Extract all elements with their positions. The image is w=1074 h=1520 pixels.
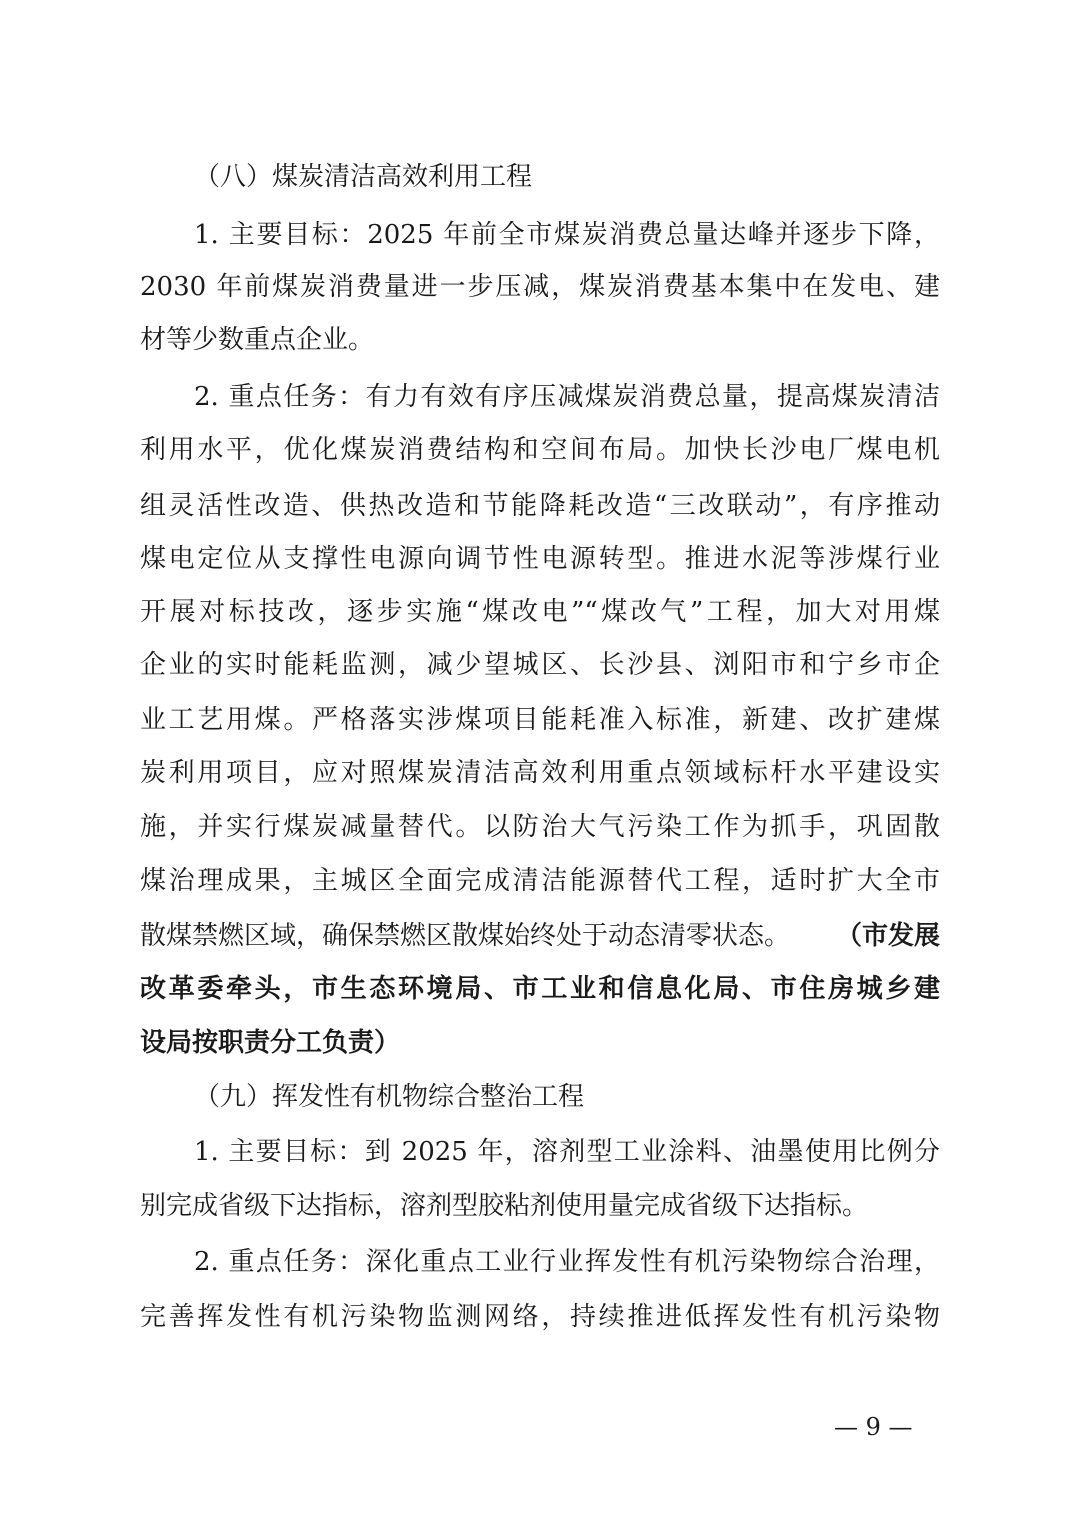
page-number: — 9 — xyxy=(834,1413,913,1441)
section-9-heading: （九）挥发性有机物综合整治工程 xyxy=(194,1082,585,1112)
section-8-tasks-line-5: 开展对标技改，逐步实施“煤改电”“煤改气”工程，加大对用煤 xyxy=(140,597,940,627)
section-9-goal-line-1: 1. 主要目标：到 2025 年，溶剂型工业涂料、油墨使用比例分 xyxy=(194,1137,940,1167)
section-8-tasks-line-10: 煤治理成果，主城区全面完成清洁能源替代工程，适时扩大全市 xyxy=(140,866,940,896)
section-8-tasks-line-9: 施，并实行煤炭减量替代。以防治大气污染工作为抓手，巩固散 xyxy=(140,812,940,842)
section-8-tasks-line-6: 企业的实时能耗监测，减少望城区、长沙县、浏阳市和宁乡市企 xyxy=(140,650,940,680)
section-8-tasks-line-11-text: 散煤禁燃区域，确保禁燃区散煤始终处于动态清零状态。 xyxy=(140,921,791,951)
section-8-tasks-line-2: 利用水平，优化煤炭消费结构和空间布局。加快长沙电厂煤电机 xyxy=(140,435,940,465)
section-8-heading: （八）煤炭清洁高效利用工程 xyxy=(194,162,533,192)
section-8-goal-line-2: 2030 年前煤炭消费量进一步压减，煤炭消费基本集中在发电、建 xyxy=(140,272,940,302)
section-8-tasks-line-4: 煤电定位从支撑性电源向调节性电源转型。推进水泥等涉煤行业 xyxy=(140,544,940,574)
section-8-tasks-line-7: 业工艺用煤。严格落实涉煤项目能耗准入标准，新建、改扩建煤 xyxy=(140,705,940,735)
section-8-tasks-line-11 xyxy=(140,919,940,953)
responsible-units-start: （市发展 xyxy=(835,921,940,951)
section-9-goal-line-2: 别完成省级下达指标，溶剂型胶粘剂使用量完成省级下达指标。 xyxy=(140,1191,869,1221)
responsible-units-line-3: 设局按职责分工负责） xyxy=(140,1028,401,1058)
section-8-tasks-line-8: 炭利用项目，应对照煤炭清洁高效利用重点领域标杆水平建设实 xyxy=(140,758,940,788)
section-9-tasks-line-2: 完善挥发性有机污染物监测网络，持续推进低挥发性有机污染物 xyxy=(140,1302,940,1332)
section-8-tasks-line-1: 2. 重点任务：有力有效有序压减煤炭消费总量，提高煤炭清洁 xyxy=(194,382,940,412)
section-8-goal-line-1: 1. 主要目标：2025 年前全市煤炭消费总量达峰并逐步下降， xyxy=(194,220,940,250)
section-8-tasks-line-3: 组灵活性改造、供热改造和节能降耗改造“三改联动”，有序推动 xyxy=(140,491,940,521)
section-9-tasks-line-1: 2. 重点任务：深化重点工业行业挥发性有机污染物综合治理， xyxy=(194,1247,940,1277)
section-8-goal-line-3: 材等少数重点企业。 xyxy=(140,325,375,355)
responsible-units-line-2: 改革委牵头，市生态环境局、市工业和信息化局、市住房城乡建 xyxy=(140,974,940,1004)
